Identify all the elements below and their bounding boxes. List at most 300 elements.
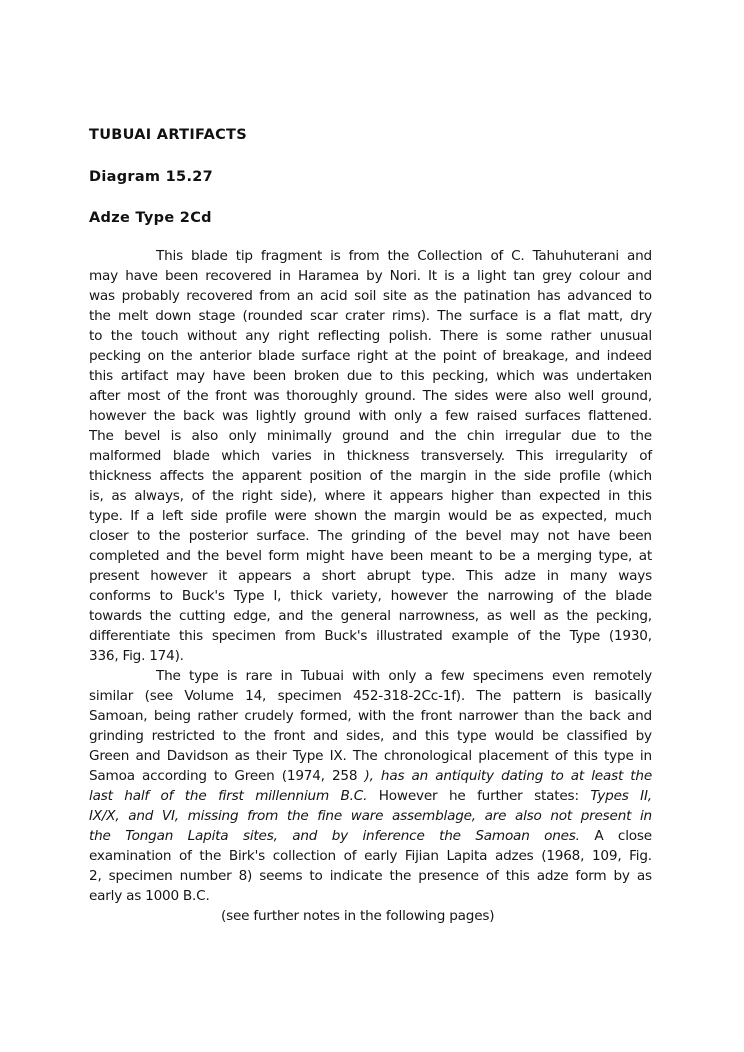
word: is xyxy=(170,428,182,444)
word: it xyxy=(218,568,227,584)
word: specimen xyxy=(108,868,173,884)
word: The xyxy=(422,388,448,404)
word: of xyxy=(343,848,357,864)
word: soil xyxy=(354,288,377,304)
word: been xyxy=(618,528,652,544)
word: a xyxy=(461,268,470,284)
word: surface xyxy=(469,308,519,324)
text-line xyxy=(89,666,652,686)
word: VI, xyxy=(161,808,179,824)
word: pattern xyxy=(512,688,562,704)
word: margin xyxy=(419,468,467,484)
word: of xyxy=(517,628,531,644)
word: This xyxy=(516,448,544,464)
word: Type xyxy=(292,748,324,764)
word: also xyxy=(514,808,542,824)
word: Haramea xyxy=(297,268,359,284)
word: right xyxy=(241,488,273,504)
word: cutting xyxy=(179,608,226,624)
word: 8) xyxy=(238,868,253,884)
word: to xyxy=(159,588,173,604)
word: point xyxy=(442,348,477,364)
text-line xyxy=(89,346,652,366)
word: lightly xyxy=(255,408,297,424)
word: Collection xyxy=(417,248,483,264)
word: even xyxy=(551,668,585,684)
word: (rounded xyxy=(242,308,303,324)
word: were xyxy=(274,508,307,524)
word: the xyxy=(584,588,607,604)
word: and xyxy=(575,348,601,364)
word: a xyxy=(424,668,433,684)
word: to xyxy=(606,428,620,444)
text-line xyxy=(89,586,652,606)
word: Fijian xyxy=(404,848,439,864)
word: The xyxy=(476,688,502,704)
word: completed xyxy=(89,548,160,564)
text-line xyxy=(89,566,652,586)
word: close xyxy=(617,828,652,844)
word: unusual xyxy=(599,328,652,344)
word: towards xyxy=(89,608,142,624)
word: not xyxy=(550,808,573,824)
section-title: TUBUAI ARTIFACTS xyxy=(89,127,247,143)
word: first xyxy=(218,788,244,804)
word: of xyxy=(482,348,496,364)
word: from xyxy=(348,248,380,264)
word: melt xyxy=(118,308,148,324)
word: narrower xyxy=(458,708,518,724)
text-line xyxy=(89,446,652,466)
word: Lapita xyxy=(446,848,488,864)
word: grinding xyxy=(89,728,144,744)
word: as xyxy=(111,488,127,504)
word: however xyxy=(150,568,208,584)
word: the xyxy=(414,348,437,364)
word: illustrated xyxy=(376,628,443,644)
word: this xyxy=(179,628,204,644)
diagram-label: Diagram 15.27 xyxy=(89,169,214,185)
word: few xyxy=(440,668,465,684)
text-line xyxy=(89,706,652,726)
word: their xyxy=(255,748,287,764)
word: rare xyxy=(245,668,273,684)
paragraph-description xyxy=(89,246,652,666)
text-line xyxy=(89,306,652,326)
word: at xyxy=(638,548,652,564)
word: Davidson xyxy=(166,748,229,764)
word: only xyxy=(393,408,422,424)
word: which xyxy=(496,368,535,384)
word: type, xyxy=(598,548,633,564)
word: to xyxy=(136,528,151,544)
word: merging xyxy=(536,548,592,564)
word: sites, xyxy=(242,828,278,844)
word: C. xyxy=(511,248,525,264)
word: short xyxy=(321,568,356,584)
word: and xyxy=(626,708,652,724)
text-line xyxy=(89,286,652,306)
word: irregular xyxy=(504,428,561,444)
word: an xyxy=(296,288,314,304)
word: the xyxy=(439,828,461,844)
word: flattened. xyxy=(588,408,652,424)
word: the xyxy=(389,868,412,884)
word: recovered xyxy=(205,268,272,284)
word: reflecting xyxy=(317,328,381,344)
word: artifact xyxy=(120,368,169,384)
word: was xyxy=(253,388,280,404)
word: rims). xyxy=(391,308,430,324)
word: as xyxy=(636,868,652,884)
word: much xyxy=(614,508,652,524)
text-line xyxy=(89,386,652,406)
word: advanced xyxy=(567,288,632,304)
word: it xyxy=(373,488,382,504)
word: blade xyxy=(615,588,652,604)
text-line xyxy=(89,766,652,786)
word: acid xyxy=(320,288,348,304)
word: This xyxy=(156,248,183,264)
word: of xyxy=(191,488,205,504)
word: (1930, xyxy=(608,628,652,644)
word: Buck's xyxy=(324,628,368,644)
word: There xyxy=(440,328,479,344)
word: left xyxy=(161,508,184,524)
word: the xyxy=(434,288,457,304)
word: bevel xyxy=(124,428,161,444)
word: the xyxy=(311,608,333,624)
word: of xyxy=(490,248,504,264)
word: ground. xyxy=(364,388,416,404)
word: remotely xyxy=(592,668,652,684)
word: 174). xyxy=(149,648,184,664)
word: after xyxy=(89,388,121,404)
word: inference xyxy=(362,828,425,844)
word: form xyxy=(575,868,607,884)
word: This xyxy=(466,568,494,584)
word: where xyxy=(324,488,366,504)
word: are xyxy=(484,808,507,824)
word: also xyxy=(191,428,219,444)
word: placement xyxy=(478,748,549,764)
word: general xyxy=(340,608,391,624)
word: with xyxy=(358,408,387,424)
word: adze xyxy=(504,568,536,584)
word: been xyxy=(390,548,424,564)
word: the xyxy=(110,328,133,344)
word: IX. xyxy=(329,748,347,764)
word: however xyxy=(89,408,147,424)
word: pecking, xyxy=(432,368,489,384)
text-line xyxy=(89,746,652,766)
word: stage xyxy=(198,308,236,324)
word: shown xyxy=(314,508,357,524)
word: Fig. xyxy=(122,648,146,664)
word: without xyxy=(186,328,237,344)
word: from xyxy=(284,628,316,644)
word: B.C. xyxy=(182,888,210,904)
word: was xyxy=(89,288,115,304)
word: tip xyxy=(235,248,253,264)
word: is, xyxy=(89,488,104,504)
word: to xyxy=(222,728,237,744)
word: Type xyxy=(569,628,600,644)
word: (1974, xyxy=(281,768,325,784)
word: Type xyxy=(233,588,265,604)
word: the xyxy=(186,388,209,404)
word: front xyxy=(273,728,306,744)
word: the xyxy=(158,528,181,544)
word: not xyxy=(547,528,570,544)
word: appears xyxy=(389,488,444,504)
word: pecking, xyxy=(595,608,652,624)
word: many xyxy=(569,568,608,584)
text-line xyxy=(89,466,652,486)
text-line xyxy=(89,626,652,646)
word: raised xyxy=(476,408,518,424)
word: closer xyxy=(89,528,129,544)
word: this xyxy=(89,368,114,384)
word: the xyxy=(212,488,234,504)
word: narrowing xyxy=(487,588,554,604)
word: indeed xyxy=(606,348,652,364)
word: and xyxy=(627,248,652,264)
word: to xyxy=(550,768,564,784)
word: specimen xyxy=(277,688,342,704)
word: thickness xyxy=(346,448,410,464)
word: of xyxy=(485,868,499,884)
text-line xyxy=(89,826,652,846)
word: is xyxy=(525,308,536,324)
word: thick xyxy=(290,588,323,604)
word: few xyxy=(445,408,469,424)
word: with xyxy=(358,708,387,724)
word: Samoan, xyxy=(89,708,148,724)
word: narrowness, xyxy=(398,608,479,624)
word: an xyxy=(411,768,429,784)
word: Green xyxy=(89,748,130,764)
word: might xyxy=(305,548,345,564)
adze-type-heading: Adze Type 2Cd xyxy=(89,210,212,226)
text-line xyxy=(89,506,652,526)
word: of xyxy=(160,788,174,804)
word: 258 xyxy=(331,768,358,784)
word: bevel xyxy=(465,528,502,544)
word: assemblage, xyxy=(391,808,476,824)
word: minimally xyxy=(266,428,332,444)
word: broken xyxy=(293,368,340,384)
text-line xyxy=(89,246,652,266)
word: in xyxy=(546,568,559,584)
text-line xyxy=(89,606,652,626)
word: fragment xyxy=(260,248,323,264)
word: affects xyxy=(159,468,205,484)
word: in xyxy=(608,488,621,504)
word: according xyxy=(142,768,207,784)
word: dating xyxy=(501,768,544,784)
word: the xyxy=(494,468,516,484)
word: blade xyxy=(258,348,295,364)
word: 1000 xyxy=(145,888,179,904)
word: profile xyxy=(558,468,601,484)
word: as xyxy=(126,888,142,904)
word: rather xyxy=(197,708,238,724)
word: is xyxy=(330,248,341,264)
text-line xyxy=(89,866,652,886)
word: and xyxy=(165,548,191,564)
word: early xyxy=(89,888,123,904)
text-line xyxy=(89,426,652,446)
word: the xyxy=(184,788,207,804)
word: in xyxy=(280,668,293,684)
word: restricted xyxy=(151,728,215,744)
word: margin xyxy=(393,508,441,524)
word: from xyxy=(259,288,291,304)
word: a xyxy=(522,548,531,564)
word: tan xyxy=(513,268,536,284)
word: crater xyxy=(345,308,385,324)
word: side xyxy=(523,468,551,484)
word: at xyxy=(570,768,585,784)
word: surface xyxy=(301,348,351,364)
word: surface. xyxy=(256,528,310,544)
word: dry xyxy=(630,308,652,324)
word: have xyxy=(212,368,246,384)
word: the xyxy=(286,808,309,824)
word: only xyxy=(228,428,257,444)
word: as xyxy=(519,508,535,524)
word: ones. xyxy=(544,828,580,844)
text-line xyxy=(89,846,652,866)
word: by xyxy=(613,868,630,884)
word: may xyxy=(89,268,119,284)
word: light xyxy=(477,268,507,284)
word: half xyxy=(124,788,149,804)
text-line xyxy=(89,406,652,426)
word: ways xyxy=(618,568,652,584)
word: than xyxy=(501,488,532,504)
word: bevel xyxy=(225,548,262,564)
word: the xyxy=(199,848,222,864)
word: adzes xyxy=(494,848,534,864)
paragraph-comparison xyxy=(89,666,652,906)
word: abrupt xyxy=(366,568,411,584)
word: states: xyxy=(534,788,579,804)
word: 14, xyxy=(245,688,267,704)
word: a xyxy=(429,408,438,424)
word: and xyxy=(292,828,318,844)
word: side xyxy=(190,508,218,524)
text-line xyxy=(89,486,652,506)
word: always, xyxy=(134,488,184,504)
word: of xyxy=(639,448,652,464)
word: the xyxy=(560,708,583,724)
word: Fig. xyxy=(629,848,652,864)
word: Buck's xyxy=(181,588,225,604)
word: the xyxy=(566,608,589,624)
word: has xyxy=(380,768,405,784)
word: the xyxy=(364,508,387,524)
word: this xyxy=(400,368,425,384)
word: chronological xyxy=(383,748,472,764)
word: which xyxy=(221,448,260,464)
word: position xyxy=(309,468,362,484)
word: varies xyxy=(271,448,312,464)
word: of xyxy=(562,588,576,604)
word: basically xyxy=(594,688,652,704)
word: transversely. xyxy=(420,448,505,464)
word: sides xyxy=(454,388,489,404)
word: least xyxy=(591,768,624,784)
word: to xyxy=(309,868,323,884)
word: higher xyxy=(450,488,494,504)
word: II, xyxy=(640,788,652,804)
word: the xyxy=(456,588,479,604)
word: profile xyxy=(225,508,267,524)
word: the xyxy=(170,348,193,364)
word: grey xyxy=(542,268,572,284)
word: the xyxy=(630,768,652,784)
word: surfaces xyxy=(524,408,581,424)
word: appears xyxy=(237,568,292,584)
word: The xyxy=(352,748,378,764)
word: The xyxy=(89,428,114,444)
word: millennium xyxy=(255,788,329,804)
word: classified xyxy=(566,728,628,744)
word: is xyxy=(572,688,584,704)
word: ground, xyxy=(600,388,652,404)
word: breakage, xyxy=(502,348,569,364)
word: a xyxy=(543,308,552,324)
word: this xyxy=(425,728,450,744)
word: pecking xyxy=(89,348,141,364)
word: this xyxy=(505,868,530,884)
word: of xyxy=(179,848,192,864)
word: polish. xyxy=(388,328,432,344)
word: as xyxy=(486,608,502,624)
word: undertaken xyxy=(576,368,652,384)
word: be xyxy=(494,508,512,524)
text-line xyxy=(89,806,652,826)
word: the xyxy=(630,428,652,444)
word: Nori. xyxy=(389,268,421,284)
word: and xyxy=(128,808,154,824)
word: (see xyxy=(144,688,173,704)
text-line xyxy=(89,546,652,566)
word: well xyxy=(567,388,595,404)
word: crudely xyxy=(244,708,294,724)
word: The xyxy=(156,668,181,684)
word: site xyxy=(382,288,407,304)
word: Samoa xyxy=(89,768,135,784)
word: type. xyxy=(421,568,456,584)
word: as xyxy=(543,608,559,624)
word: Volume xyxy=(184,688,234,704)
word: specimen xyxy=(211,628,276,644)
word: Tongan xyxy=(125,828,174,844)
word: type. xyxy=(89,508,123,524)
word: edge, xyxy=(233,608,271,624)
word: of xyxy=(167,388,180,404)
word: fine xyxy=(317,808,343,824)
word: expected, xyxy=(541,508,608,524)
word: front xyxy=(420,708,453,724)
word: the xyxy=(390,468,412,484)
word: as xyxy=(413,288,429,304)
word: the xyxy=(244,728,266,744)
word: and xyxy=(392,728,418,744)
